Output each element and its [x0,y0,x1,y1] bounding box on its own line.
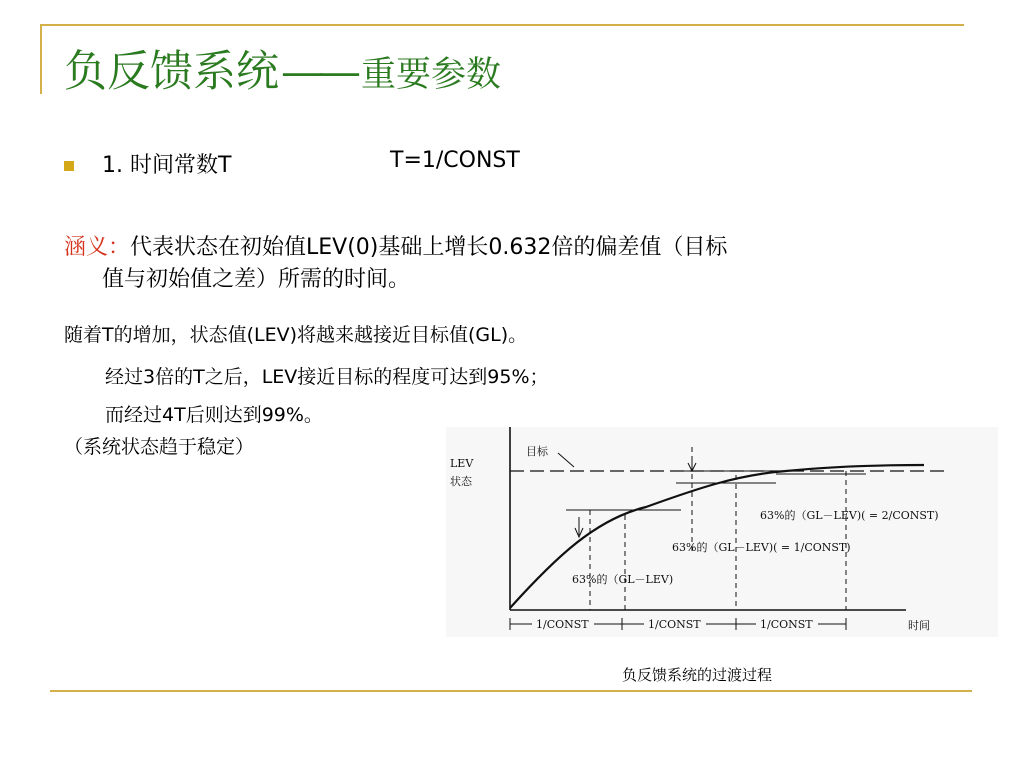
page-title [64,38,501,99]
x-label-time: 时间 [908,619,930,632]
bullet-square-icon [64,161,74,171]
item-label: 1. 时间常数T [102,153,232,178]
target-pointer [558,453,574,467]
y-label-state: 状态 [450,475,472,488]
title-main: 负反馈系统 [64,47,279,97]
paragraph-3t: 经过3倍的T之后，LEV接近目标的程度可达到95%； [105,366,549,388]
title-sub: 重要参数 [361,55,502,95]
transient-process-figure [446,427,998,637]
meaning-line1: 代表状态在初始值LEV(0)基础上增长0.632倍的偏差值（目标 [130,235,728,260]
annot-1const: 63%的（GL－LEV)( = 1/CONST) [672,541,851,554]
list-item-time-constant [102,148,520,179]
x-seg-2: 1/CONST [648,618,701,631]
paragraph-increase-t: 随着T的增加，状态值(LEV)将越来越接近目标值(GL)。 [64,324,528,346]
y-label-lev: LEV [450,457,474,470]
meaning-paragraph [64,232,924,296]
annot-0: 63%的（GL－LEV) [572,573,674,586]
target-label: 目标 [526,445,548,458]
response-curve [510,465,924,608]
title-dash: —— [281,47,355,97]
item-formula: T=1/CONST [390,148,520,173]
paragraph-4t: 而经过4T后则达到99%。 [105,404,323,426]
figure-caption: 负反馈系统的过渡过程 [622,666,773,684]
x-seg-1: 1/CONST [536,618,589,631]
frame-top-rule [40,24,964,26]
meaning-label: 涵义： [64,235,131,260]
transient-curve-svg [446,427,998,637]
paragraph-stable: （系统状态趋于稳定） [64,436,255,458]
x-seg-3: 1/CONST [760,618,813,631]
frame-left-rule [40,24,42,94]
annot-2const: 63%的（GL－LEV)( = 2/CONST) [760,509,939,522]
meaning-line2: 值与初始值之差）所需的时间。 [102,267,411,292]
frame-bottom-rule [50,690,972,692]
